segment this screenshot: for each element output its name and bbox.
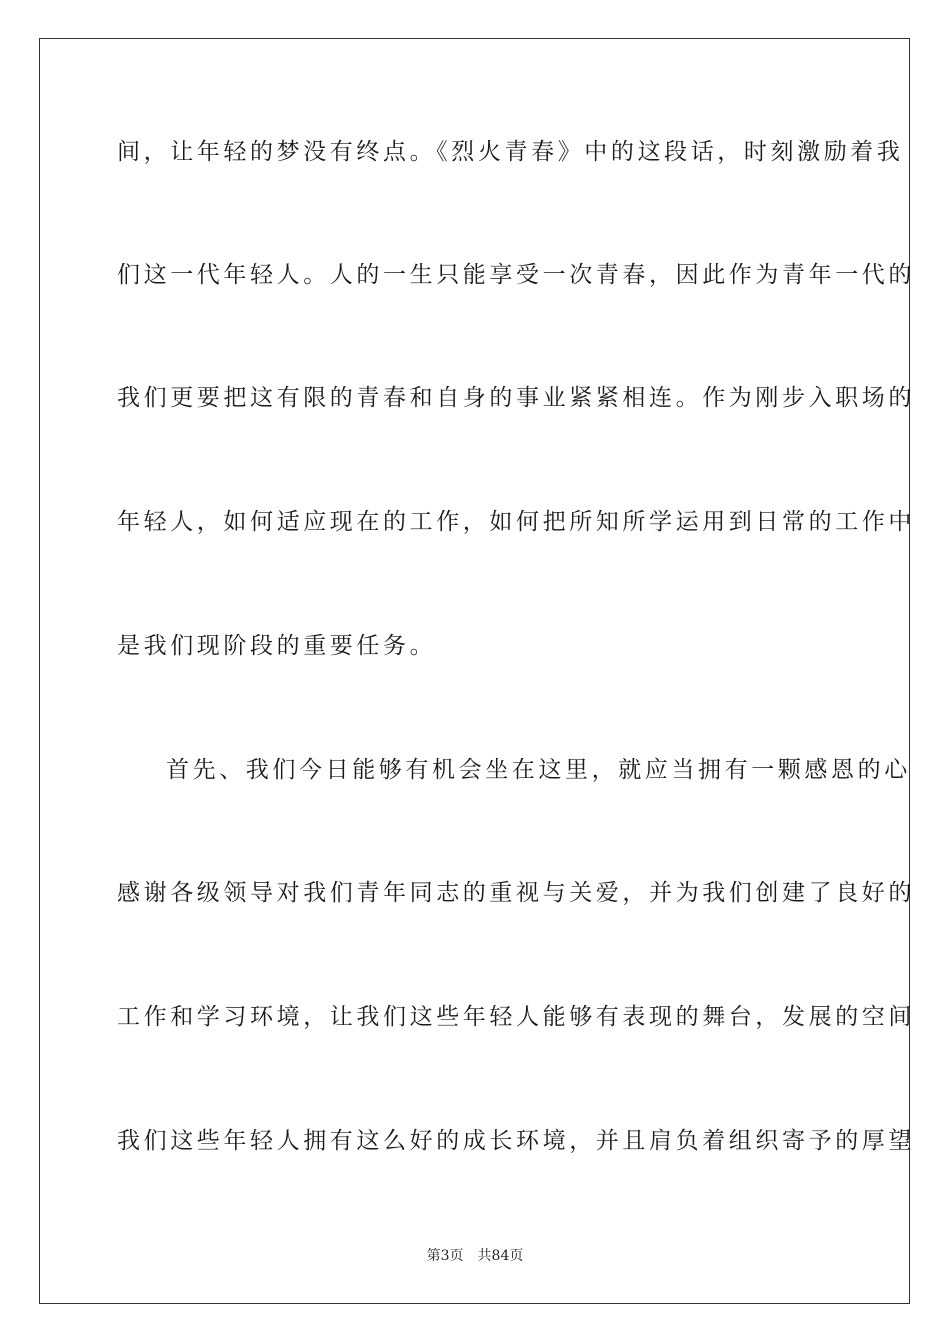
page-footer: [0, 1246, 950, 1266]
text-line: 我们这些年轻人拥有这么好的成长环境，并且肩负着组织寄予的厚望: [117, 1128, 915, 1154]
text-line: 我们更要把这有限的青春和自身的事业紧紧相连。作为刚步入职场的: [117, 385, 915, 411]
page-number: 第3页: [426, 1248, 464, 1264]
page-total: 共84页: [477, 1248, 524, 1264]
text-line: 是我们现阶段的重要任务。: [117, 633, 437, 659]
text-line: 间，让年轻的梦没有终点。《烈火青春》中的这段话，时刻激励着我: [117, 139, 904, 165]
text-line: 年轻人，如何适应现在的工作，如何把所知所学运用到日常的工作中: [117, 509, 915, 535]
text-line: 们这一代年轻人。人的一生只能享受一次青春，因此作为青年一代的: [117, 262, 915, 288]
text-line: 工作和学习环境，让我们这些年轻人能够有表现的舞台，发展的空间: [117, 1004, 915, 1030]
paragraph-first-line: 首先、我们今日能够有机会坐在这里，就应当拥有一颗感恩的心: [166, 757, 911, 783]
page-border: [39, 38, 915, 1304]
text-line: 感谢各级领导对我们青年同志的重视与关爱，并为我们创建了良好的: [117, 880, 915, 906]
